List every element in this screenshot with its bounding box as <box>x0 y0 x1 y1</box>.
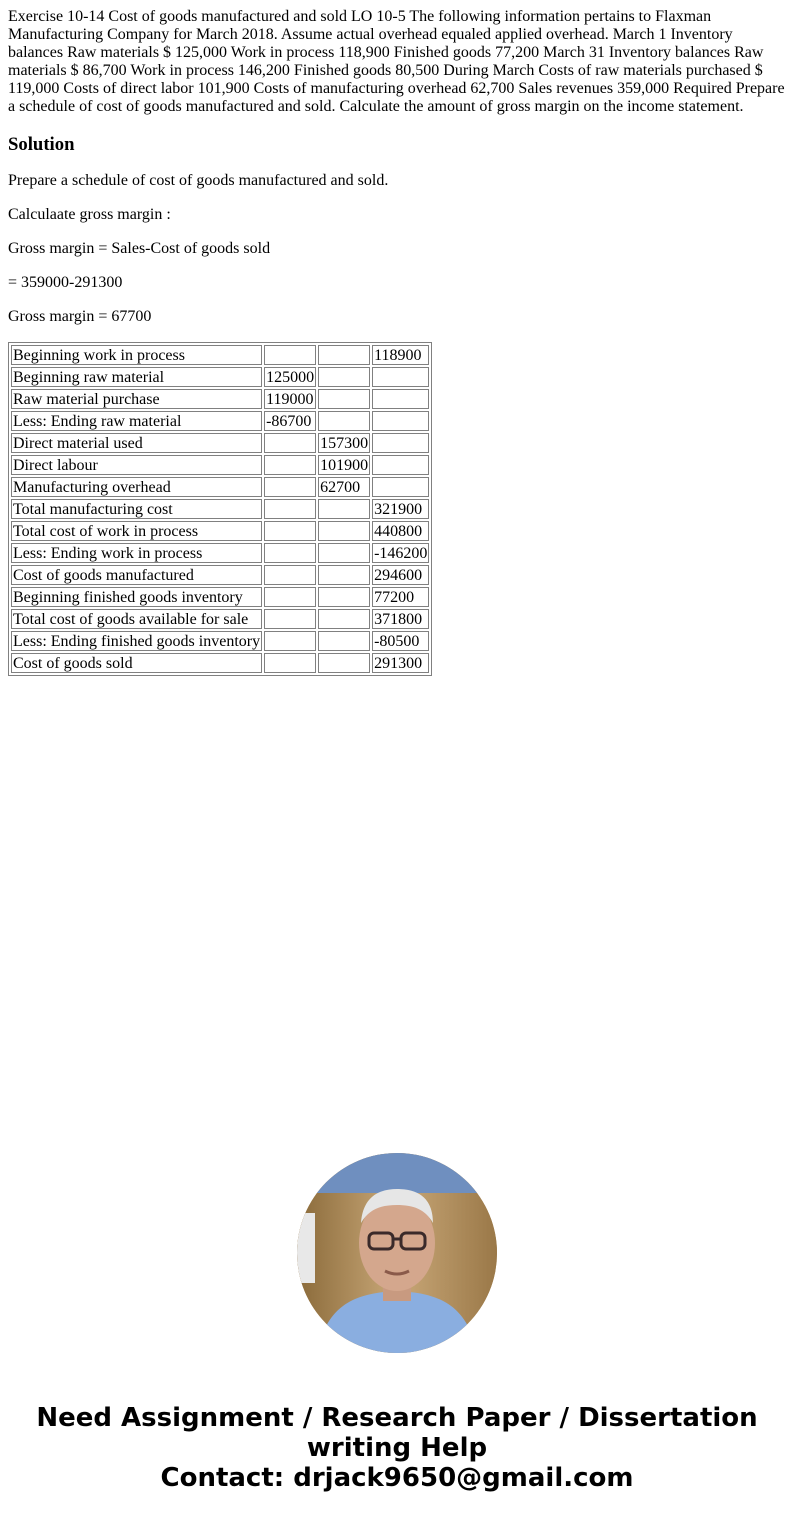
amount-cell <box>318 499 370 519</box>
promo-line-1: Need Assignment / Research Paper / Dissertation <box>36 1403 758 1433</box>
amount-cell: 101900 <box>320 457 369 474</box>
amount-cell: 77200 <box>372 587 429 607</box>
amount-cell: -80500 <box>372 631 429 651</box>
cogs-schedule-body <box>11 345 429 673</box>
author-avatar <box>297 1153 497 1353</box>
solution-line-5: Gross margin = 67700 <box>8 308 152 325</box>
promo-line-2: writing Help <box>306 1433 488 1463</box>
amount-cell: 440800 <box>372 521 429 541</box>
amount-cell <box>372 477 429 497</box>
table-row <box>11 477 429 497</box>
amount-cell <box>372 411 429 431</box>
amount-cell <box>264 499 316 519</box>
table-row <box>11 521 429 541</box>
table-row <box>11 587 429 607</box>
table-row <box>11 389 429 409</box>
row-label-cell: Less: Ending finished goods inventory <box>13 633 261 650</box>
amount-cell <box>318 389 370 409</box>
table-row <box>11 543 429 563</box>
amount-cell <box>318 411 370 431</box>
amount-cell <box>372 367 429 387</box>
promo-banner <box>0 1403 794 1493</box>
amount-cell <box>264 565 316 585</box>
table-row <box>11 631 429 651</box>
table-row <box>11 411 429 431</box>
amount-cell <box>318 631 370 651</box>
row-label-cell: Less: Ending work in process <box>11 543 262 563</box>
row-label-cell: Direct material used <box>11 433 262 453</box>
table-row <box>11 455 429 475</box>
author-portrait-image <box>297 1153 497 1353</box>
amount-cell <box>264 521 316 541</box>
solution-heading: Solution <box>8 134 75 155</box>
row-label-cell: Total manufacturing cost <box>11 499 262 519</box>
amount-cell: 291300 <box>372 653 429 673</box>
amount-cell <box>264 455 316 475</box>
row-label-cell: Manufacturing overhead <box>11 477 262 497</box>
question-text: Exercise 10-14 Cost of goods manufactured and sold LO 10-5 The following information pertains to Flaxman Manufacturing Company for March 2018. Assume actual overhead equaled applied overhead. March 1 Inventory balances Raw materials $ 125,000 Work in process 118,900 Finished goods 77,200 March 31 Inventory balances Raw materials $ 86,700 Work in process 146,200 Finished goods 80,500 During March Costs of raw materials purchased $ 119,000 Costs of direct labor 101,900 Costs of manufacturing overhead 62,700 Sales revenues 359,000 Required Prepare a schedule of cost of goods manufactured and sold. Calculate the amount of gross margin on the income statement. <box>8 8 785 115</box>
amount-cell: -146200 <box>374 545 428 562</box>
table-row <box>11 367 429 387</box>
row-label-cell: Beginning work in process <box>11 345 262 365</box>
amount-cell <box>264 477 316 497</box>
amount-cell: 157300 <box>320 435 369 452</box>
amount-cell: 119000 <box>264 389 316 409</box>
row-label-cell: Total cost of work in process <box>11 521 262 541</box>
amount-cell <box>264 345 316 365</box>
row-label-cell: Beginning raw material <box>11 367 262 387</box>
amount-cell <box>264 587 316 607</box>
amount-cell: 62700 <box>318 477 370 497</box>
amount-cell <box>264 653 316 673</box>
solution-line-1: Prepare a schedule of cost of goods manufactured and sold. <box>8 172 389 189</box>
amount-cell <box>264 631 316 651</box>
amount-cell <box>318 587 370 607</box>
amount-cell <box>318 653 370 673</box>
table-row <box>11 653 429 673</box>
amount-cell: 321900 <box>372 499 429 519</box>
table-row <box>11 345 429 365</box>
amount-cell: 118900 <box>372 345 429 365</box>
table-row <box>11 499 429 519</box>
cogs-schedule-table <box>8 342 432 676</box>
row-label-cell: Less: Ending raw material <box>11 411 262 431</box>
amount-cell <box>318 521 370 541</box>
solution-line-2: Calculaate gross margin : <box>8 206 171 223</box>
amount-cell <box>264 609 316 629</box>
table-row <box>11 565 429 585</box>
amount-cell <box>318 345 370 365</box>
amount-cell: 125000 <box>266 369 315 386</box>
amount-cell <box>318 543 370 563</box>
amount-cell <box>372 455 429 475</box>
table-row <box>11 609 429 629</box>
amount-cell <box>264 543 316 563</box>
amount-cell <box>372 389 429 409</box>
row-label-cell: Beginning finished goods inventory <box>11 587 262 607</box>
promo-contact: Contact: drjack9650@gmail.com <box>160 1463 634 1493</box>
amount-cell: 371800 <box>372 609 429 629</box>
document-body <box>8 8 786 676</box>
amount-cell: 294600 <box>372 565 429 585</box>
amount-cell <box>318 367 370 387</box>
solution-line-3: Gross margin = Sales-Cost of goods sold <box>8 240 271 257</box>
table-row <box>11 433 429 453</box>
solution-line-4: = 359000-291300 <box>8 274 123 291</box>
amount-cell <box>318 609 370 629</box>
amount-cell <box>264 433 316 453</box>
amount-cell: -86700 <box>264 411 316 431</box>
row-label-cell: Cost of goods sold <box>11 653 262 673</box>
row-label-cell: Raw material purchase <box>11 389 262 409</box>
amount-cell <box>372 433 429 453</box>
row-label-cell: Cost of goods manufactured <box>11 565 262 585</box>
row-label-cell: Total cost of goods available for sale <box>11 609 262 629</box>
row-label-cell: Direct labour <box>11 455 262 475</box>
amount-cell <box>318 565 370 585</box>
